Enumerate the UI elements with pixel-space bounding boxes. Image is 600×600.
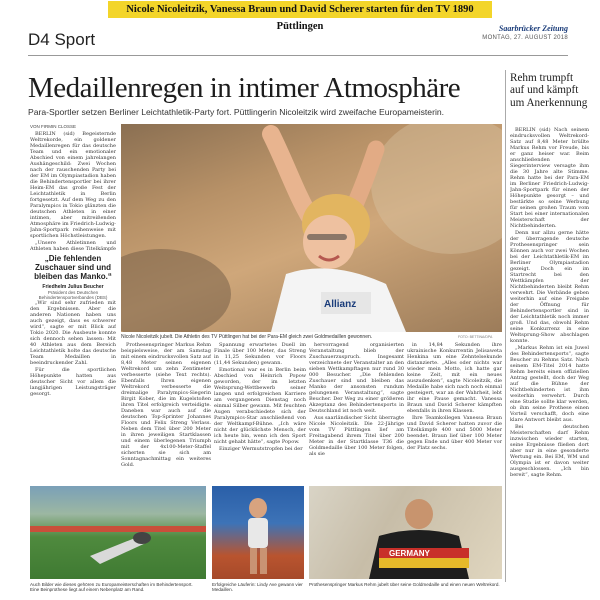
- paragraph: Bei deutschen Meisterschaften darf Rehm inzwischen wieder starten, seine Ergebnisse fließen dort aber nur in eine gesonderte Wertung ein. Bei EM, WM und Olympia ist er davon weiter ausgeschlossen. „Ich bin bereit“, sagte Rehm.: [510, 424, 589, 478]
- article-column-1-continued: [30, 300, 116, 460]
- section-prefix: D4: [28, 30, 50, 49]
- sidebar-headline: Rehm trumpft auf und kämpft um Anerkennung: [510, 72, 588, 109]
- main-photo-credit: FOTO: BETTINA/DPA: [458, 335, 493, 339]
- svg-text:GERMANY: GERMANY: [389, 549, 430, 558]
- svg-text:Allianz: Allianz: [324, 299, 357, 310]
- article-column-1: [30, 131, 116, 251]
- athlete-with-flag-image: [309, 486, 502, 579]
- paragraph: „Wir sind sehr zufrieden mit den Ergebnissen. Aber die anderen Nationen haben uns auch gezeigt, dass es schwerer wird“, sagte er mit Blick auf Tokio 2020. Die Ausbeute konnte sich dennoch sehen lassen: Mit 40 Athleten aus dem Bereich Leichtathletik holte das deutsche Team Medaillen in beeindruckender Zahl.: [30, 300, 116, 366]
- photo-rehm: [309, 486, 502, 579]
- photo-prosthesis-caption: Auch Bilder wie dieses gehören zu Europameisterschaften im Behindertensport. Eine Beinprothese liegt auf einem Nebenplatz am Rand.: [30, 582, 193, 592]
- subheadline: Para-Sportler setzen Berliner Leichtathletik-Party fort. Püttlingerin Nicoleitzik wird zweifache Europameisterin.: [28, 107, 445, 117]
- paragraph: Emotional war es in Berlin beim Abschied von Heinrich Popow geworden, der im letzten Weitsprung-Wettbewerb seiner langen und erfolgreichen Karriere am vergangenen Dienstag noch einmal Silber gewann. Mit feuchten Augen verabschiedete sich der Paralympics-Star anschließend von der Weltkampf-Bühne. „Ich wäre nicht der glücklichste Mensch, der ich heute bin, wenn ich den Sport nicht gehabt hätte“, sagte Popow.: [214, 367, 306, 445]
- pull-quote-author: Friedhelm Julius Beucher: [42, 284, 104, 290]
- paragraph: „Unsere Athletinnen und Athleten haben diese Titelkämpfe: [30, 240, 116, 251]
- main-photo: [121, 124, 502, 332]
- pull-quote-role: Präsident des Deutschen Behindertensportverbandes (DBS): [38, 290, 108, 300]
- runner-image: [212, 486, 304, 579]
- athlete-celebrating-image: [121, 124, 502, 332]
- paragraph: Ihre Teamkollegen Vanessa Braun und David Scherer hatten zuvor die Titelkämpfe 400 und 5000 Meter beendet. Braun lief über 100 Meter gegen Ende und über 400 Meter vor der Platz sechs.: [407, 415, 502, 451]
- pull-quote-text: „Die fehlenden Zuschauer sind und bleiben das Manko.“: [34, 254, 112, 281]
- sidebar-divider: [505, 70, 506, 582]
- article-column-3: [214, 342, 306, 482]
- photo-runner: [212, 486, 304, 579]
- section-label: [28, 30, 95, 50]
- byline: VON FIRMIN CLOSSE: [30, 124, 77, 129]
- article-column-4: [309, 342, 404, 482]
- photo-runner-caption: Erfolgreiche Läuferin: Lindy Ave gewann vier Medaillen.: [212, 582, 303, 592]
- sidebar-article: [510, 127, 589, 597]
- section-name: Sport: [54, 30, 96, 49]
- main-photo-caption: Nicole Nicoleitzik jubelt. Die Athletin des TV Püttlingen hat bei der Para-EM gleich zwei Goldmedaillen gewonnen.: [121, 334, 373, 340]
- article-column-2: [121, 342, 211, 482]
- masthead: [482, 24, 568, 41]
- paragraph: Denn nur allzu gerne hätte der überragende deutsche Prothesenspringer sein Können auch vor zwei Wochen bei der Leichtathletik-EM im Berliner Olympiastadion gezeigt. Doch ein im Startrecht bei den Wettkämpfen der Nichtbehinderten bleibt Rehm verwehrt. Die Verbände geben weiterhin auf eine Freigabe der Öffnung für Behindertensportler sind in der Leichtathletik noch immer groß. Und das, obwohl Rehm seine Konkurrenz in eine Weltsprung-Show abschlagen konnte.: [510, 230, 589, 344]
- paragraph: BERLIN (sid) Begeisternde Weltrekorde, ein goldener Medaillenregen für das deutsche Team und ein emotionaler Abschied von einem jahrelangen Aushängeschild: Zwei Wochen nach der rauschenden Party bei der EM im Olympiastadion haben die Behindertensportler bei ihrer Heim-EM das große Fest der Leichtathletik in Berlin fortgesetzt. Auf dem Weg zu den Paralympics in Tokio glänzten die deutschen Athleten in einer intimen, aber mitreißenden Atmosphäre im Friedrich-Ludwig-Jahn-Sportpark reihenweise mit sportlichen Höchstleistungen.: [30, 131, 116, 239]
- paragraph: Spannung erwartetes Duell im Finale über 100 Meter, das Streng in 11,25 Sekunden vor Floors (11,44 Sekunden) gewann.: [214, 342, 306, 366]
- paragraph: Für die sportlichen Höhepunkte hatten aus deutscher Sicht vor allem die langjährigen Leistungsträger gesorgt.: [30, 367, 116, 397]
- paragraph: hervorragend organisierten Veranstaltung blieb der Zuschauerzuspruch. Insgesamt verzeichnete der Veranstalter an den sieben Wettkampftagen nur rund 30 000 Besucher. „Die fehlenden Zuschauer sind und bleiben das Manko der ansonsten rundum gelungenen Veranstaltung“, sagte Beucher. Der Weg zu einer größeren Akzeptanz des Behindertensports in Deutschland ist noch weit.: [309, 342, 404, 414]
- paragraph: in 14,84 Sekunden ihre ukrainische Konkurrentin Jelisaweta Henkina um eine Zehntelsekunde distanzierte. „Alles oder nichts war wieder mein Motto, ich hatte gar keine Zeit, mit ein neues auszudenken“, sagte Nicoleitzik, die Medaille habe sich nach noch einmal gesteigert, war an der Wahrheit, lebt ihr eine Pause gemacht. Vanessa Braun und David Scherer kämpften ebenfalls in ihren Klassen.: [407, 342, 502, 414]
- paragraph: „Markus Rehm ist ein Juwel des Behindertensports“, sagte Beucher zu Rehms Satz. Nach seinem EM-Titel 2014 hatte Rehm bereits einen offiziellen Antrag gestellt, doch der Weg auf die Bühne der Nichtbehinderten ist ihm weiterhin verwehrt. Durch eine Studie sollte klar werden, ob ihm seine Prothese einen Vorteil verschafft, doch eine klare Antwort bleibt aus.: [510, 345, 589, 423]
- header-rule: [28, 55, 568, 56]
- photo-rehm-caption: Prothesenspringer Markus Rehm jubelt über seine Goldmedaille und einen neuen Weltrekord.: [309, 582, 500, 587]
- paragraph: Einziger Wermutstropfen bei der: [219, 446, 303, 452]
- article-column-5: [407, 342, 502, 482]
- paragraph: Prothesenspringer Markus Rehm beispielsweise, der am Samstag mit einem eindrucksvollen Satz auf 8,48 Meter seinen eigenen Weltrekord um zehn Zentimeter verbesserte (siehe Text rechts). Ebenfalls Ihren eigenen Weltrekord verbesserte die dreimalige Paralympics-Siegerin Birgit Kober, die im Kugelstoßen ihren Titel erfolgreich verteidigte. Daneben war auch auf die deutschen Top-Sprinter Johannes Floors und Felix Streng Verlass. Neben dem Titel über 200 Meter in ihren jeweiligen Startklassen und einem überlegenen Triumph mit der 4x100-Meter-Staffel sicherten sie sich am Sonntagnachmittag ein weiteres Gold.: [121, 342, 211, 468]
- photo-prosthesis: [30, 486, 206, 579]
- newspaper-logo: Saarbrücker Zeitung: [498, 24, 568, 33]
- paragraph: Aus saarländischer Sicht überragte Nicole Nicoleitzik. Die 22-Jährige vom TV Püttlingen lief am Freitagabend ihrem Titel über 200 Meter in der Startklasse T36 die Goldmedaille über 100 Meter folgen, als sie: [309, 415, 404, 457]
- paragraph: BERLIN (sid) Nach seinem eindrucksvollen Weltrekord-Satz auf 8,48 Meter brüllte Markus Rehm vor Freude, bis er ganz heiser war. Beim anschließenden Siegerinterview versagte ihm die 30 Jahre alte Stimme. Rehm hatte bei der Para-EM im Berliner Friedrich-Ludwig-Jahn-Sportpark für einen der Höhepunkte gesorgt – und bestärkte so seine Werbung für seinen großen Traum vom Start bei einer internationalen Meisterschaft der Nichtbehinderten.: [510, 127, 589, 229]
- pull-quote: [30, 254, 116, 300]
- issue-date: MONTAG, 27. AUGUST 2018: [482, 35, 568, 41]
- headline: Medaillenregen in intimer Atmosphäre: [28, 72, 461, 104]
- banner-text: Nicole Nicoleitzik, Vanessa Braun und David Scherer starten für den TV 1890 Püttlingen: [108, 1, 492, 18]
- prosthesis-on-grass-image: [30, 486, 206, 579]
